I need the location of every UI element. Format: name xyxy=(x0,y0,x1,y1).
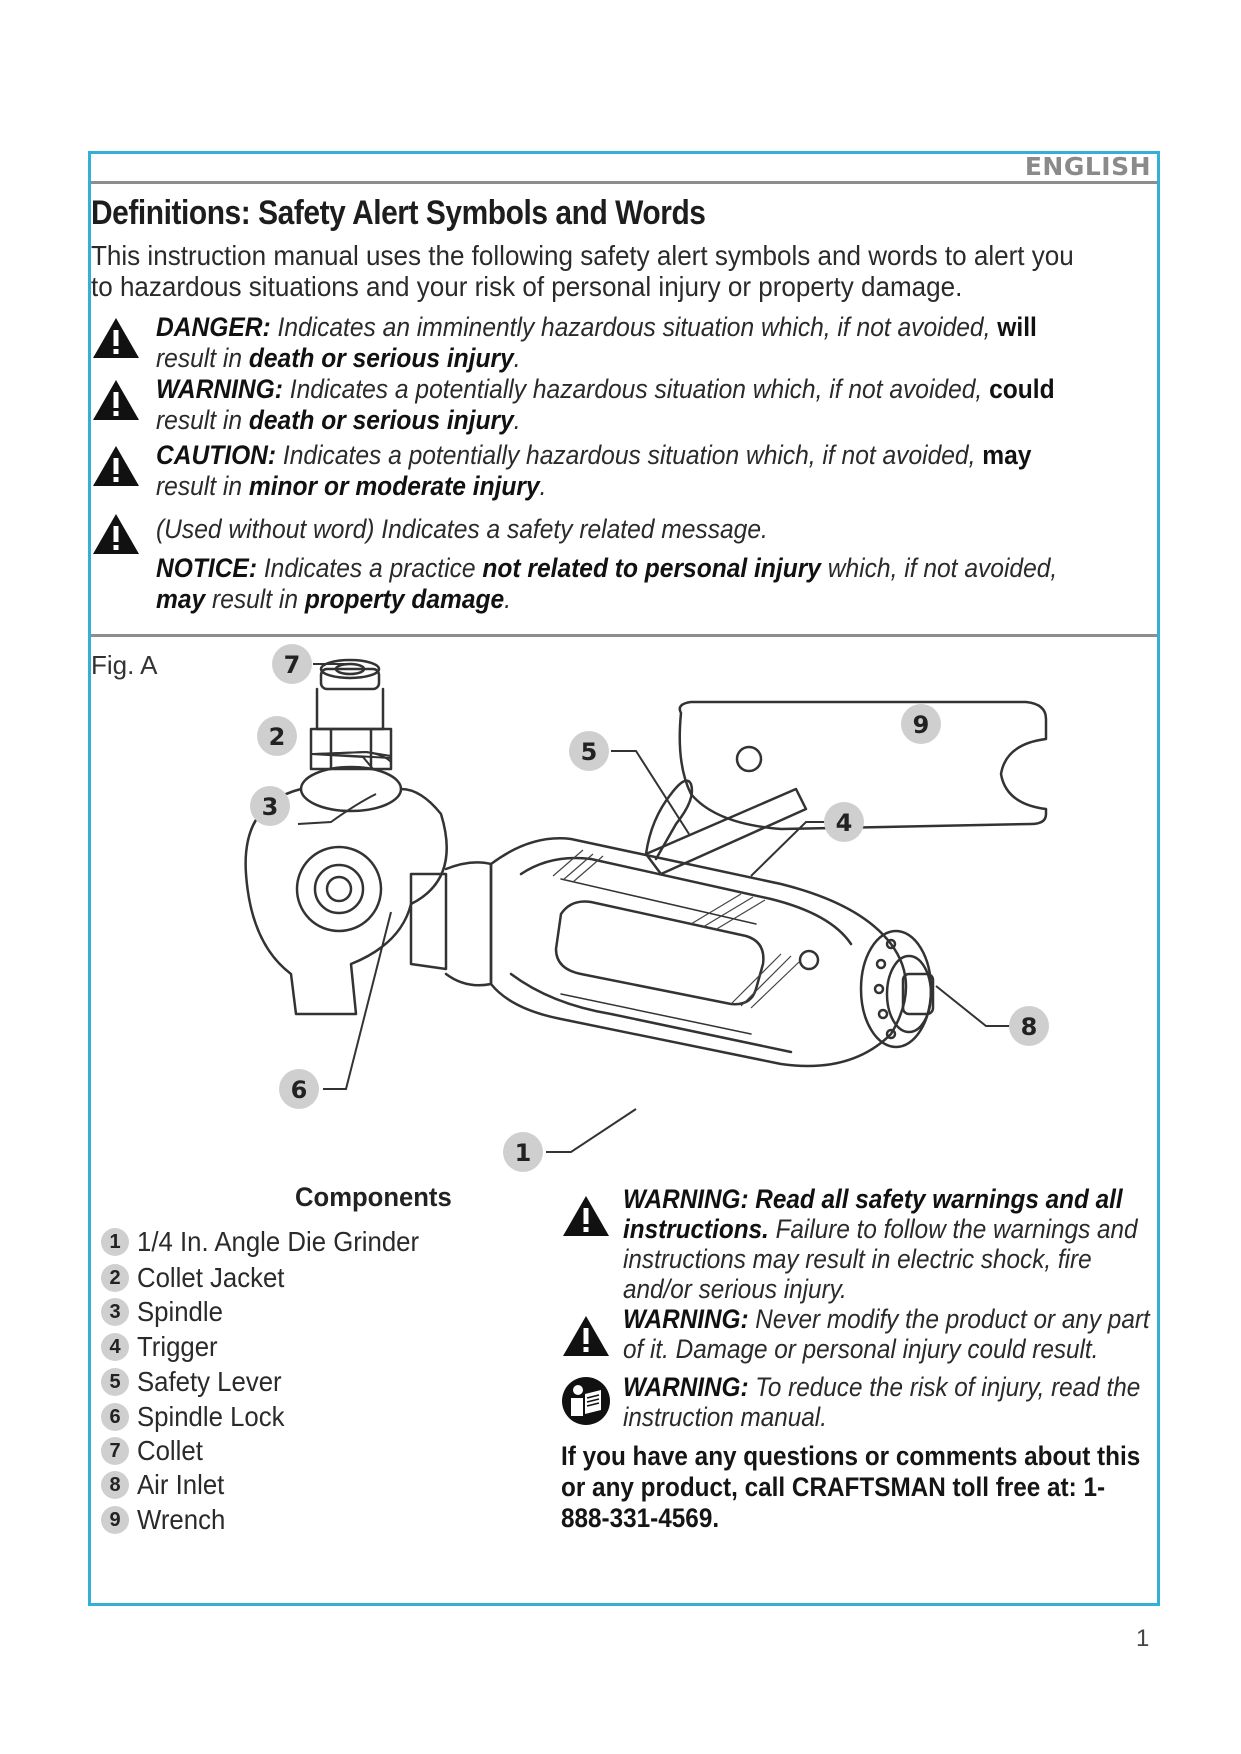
signal-word: WARNING: xyxy=(156,374,283,404)
section-rule xyxy=(91,634,1157,637)
emphasis: not related to personal injury xyxy=(482,553,821,583)
definition-text: result in xyxy=(156,405,249,435)
component-item xyxy=(101,1329,225,1365)
definition-text: . xyxy=(539,471,547,501)
callout-2-label: 2 xyxy=(268,723,286,751)
warning-text: Never modify the product or any part of it. Damage or personal injury could result. xyxy=(623,1304,1150,1364)
callout-7-label: 7 xyxy=(283,651,301,679)
definition-text: Indicates a potentially hazardous situation which, if not avoided, xyxy=(282,374,990,404)
definition-warning xyxy=(91,374,1159,436)
callout-9-label: 9 xyxy=(912,711,930,739)
warning-triangle-icon xyxy=(561,1314,611,1358)
emphasis: may xyxy=(156,584,206,614)
components-title: Components xyxy=(295,1182,452,1212)
warning-read-manual xyxy=(561,1372,1161,1436)
component-item xyxy=(101,1399,297,1435)
contact-info: If you have any questions or comments about this or any product, call CRAFTSMAN toll free at: 1-888-331-4569. xyxy=(561,1441,1141,1533)
signal-word: NOTICE: xyxy=(156,553,258,583)
definition-text: which, if not avoided, xyxy=(820,553,1058,583)
component-name: Safety Lever xyxy=(137,1366,282,1397)
callout-1-label: 1 xyxy=(514,1139,532,1167)
page-frame xyxy=(88,151,1160,1606)
callout-6-label: 6 xyxy=(290,1076,308,1104)
component-item xyxy=(101,1502,233,1538)
warning-triangle-icon xyxy=(561,1194,611,1238)
definition-text: Indicates a potentially hazardous situation which, if not avoided, xyxy=(276,440,983,470)
component-name: Air Inlet xyxy=(137,1469,225,1500)
warning-read-all xyxy=(561,1184,1161,1304)
language-label: ENGLISH xyxy=(1024,152,1151,181)
emphasis: could xyxy=(989,374,1055,404)
emphasis: death or serious injury xyxy=(248,343,514,373)
warning-triangle-icon xyxy=(91,378,141,422)
emphasis: minor or moderate injury xyxy=(248,471,540,501)
die-grinder-illustration xyxy=(91,644,1157,1167)
definition-text: result in xyxy=(205,584,305,614)
definition-text: . xyxy=(504,584,512,614)
component-name: Wrench xyxy=(137,1504,226,1535)
component-item xyxy=(101,1433,209,1469)
component-item xyxy=(101,1364,294,1400)
component-number: 6 xyxy=(101,1403,129,1431)
safety-lever-shape xyxy=(646,781,692,859)
signal-word: CAUTION: xyxy=(156,440,277,470)
definition-text: . xyxy=(513,405,521,435)
read-manual-icon xyxy=(561,1376,611,1426)
component-number: 8 xyxy=(101,1471,129,1499)
warning-bold: WARNING: xyxy=(623,1372,749,1402)
warning-triangle-icon xyxy=(91,316,141,360)
definition-text: Indicates a practice xyxy=(257,553,483,583)
callout-4-label: 4 xyxy=(835,809,853,837)
component-name: 1/4 In. Angle Die Grinder xyxy=(137,1226,420,1257)
emphasis: will xyxy=(997,312,1037,342)
definition-text: result in xyxy=(156,471,249,501)
component-number: 5 xyxy=(101,1368,129,1396)
callout-8-label: 8 xyxy=(1020,1013,1038,1041)
warning-text: To reduce the risk of injury, read the instruction manual. xyxy=(623,1372,1141,1432)
component-number: 7 xyxy=(101,1437,129,1465)
callout-5-label: 5 xyxy=(580,738,598,766)
definition-caution xyxy=(91,440,1159,502)
wrench-shape xyxy=(680,702,1046,829)
definition-notice xyxy=(91,553,1159,615)
definition-symbol-only xyxy=(91,514,1159,554)
definitions-intro: This instruction manual uses the following safety alert symbols and words to alert you to hazardous situations and your risk of personal injury or property damage. xyxy=(91,240,1074,302)
emphasis: property damage xyxy=(304,584,505,614)
definition-danger xyxy=(91,312,1159,374)
warning-modify xyxy=(561,1304,1161,1368)
callout-3-label: 3 xyxy=(261,793,279,821)
component-number: 1 xyxy=(101,1228,129,1256)
warning-bold: WARNING: Read all safety warnings and all instructions. xyxy=(623,1184,1123,1244)
warning-triangle-icon xyxy=(91,512,141,556)
definitions-title: Definitions: Safety Alert Symbols and Words xyxy=(91,194,706,232)
component-name: Collet xyxy=(137,1435,203,1466)
page-number: 1 xyxy=(1136,1625,1150,1652)
component-name: Spindle Lock xyxy=(137,1401,285,1432)
component-item xyxy=(101,1260,297,1296)
definition-text: (Used without word) Indicates a safety related message. xyxy=(156,514,768,544)
figure-label: Fig. A xyxy=(91,650,158,680)
component-number: 3 xyxy=(101,1298,129,1326)
warning-bold: WARNING: xyxy=(623,1304,749,1334)
component-item xyxy=(101,1294,230,1330)
definition-text: result in xyxy=(156,343,249,373)
emphasis: death or serious injury xyxy=(248,405,514,435)
definition-text: Indicates an imminently hazardous situation which, if not avoided, xyxy=(270,312,998,342)
component-number: 9 xyxy=(101,1506,129,1534)
component-number: 4 xyxy=(101,1333,129,1361)
component-name: Spindle xyxy=(137,1296,223,1327)
header-rule xyxy=(91,181,1157,184)
signal-word: DANGER: xyxy=(156,312,271,342)
component-item xyxy=(101,1467,232,1503)
component-name: Trigger xyxy=(137,1331,218,1362)
definition-text: . xyxy=(513,343,521,373)
component-number: 2 xyxy=(101,1264,129,1292)
grip-panel xyxy=(556,902,763,1005)
emphasis: may xyxy=(982,440,1032,470)
warning-triangle-icon xyxy=(91,444,141,488)
component-name: Collet Jacket xyxy=(137,1262,285,1293)
warning-text: Failure to follow the warnings and instructions may result in electric shock, fire and/or serious injury. xyxy=(623,1214,1138,1304)
component-item xyxy=(101,1224,444,1260)
